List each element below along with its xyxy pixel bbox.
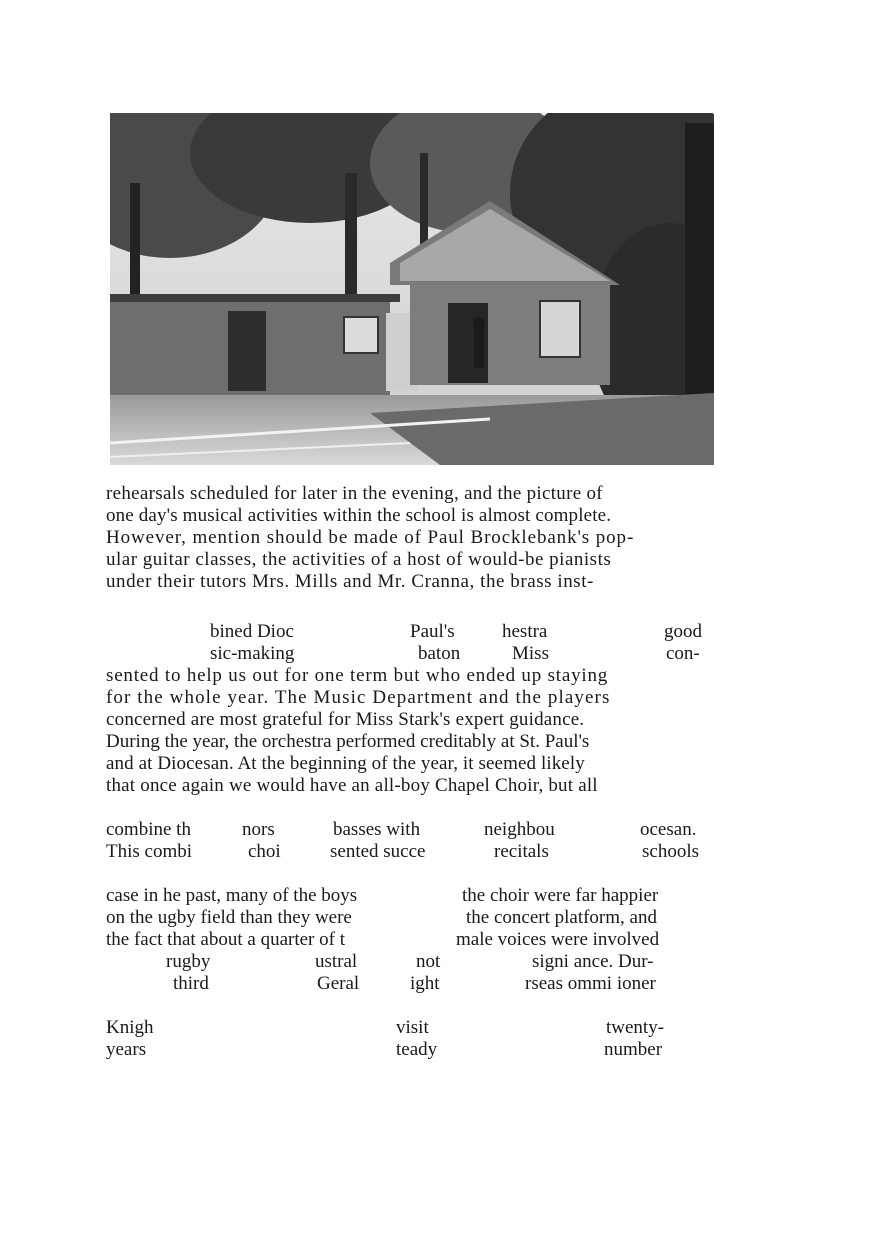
text-run: that once again we would have an all-boy Chapel Choir, but all [106, 775, 598, 796]
text-fragment: This combi [106, 841, 193, 862]
building-photograph [110, 113, 714, 465]
text-run: sented to help us out for one term but who ended up staying [106, 665, 609, 686]
text-fragment: Geral [317, 973, 360, 994]
text-fragment: ustral [315, 951, 358, 972]
text-fragment: the choir were far happier [462, 885, 659, 906]
text-fragment: ocesan. [640, 819, 697, 840]
text-fragment: male voices were involved [456, 929, 660, 950]
text-line [106, 731, 708, 753]
text-fragment: signi ance. Dur- [532, 951, 654, 972]
text-fragment: twenty- [606, 1017, 665, 1038]
text-run: During the year, the orchestra performed creditably at St. Paul's [106, 731, 590, 752]
text-run: rehearsals scheduled for later in the evening, and the picture of [106, 483, 603, 504]
text-fragment: not [416, 951, 441, 972]
text-line [106, 753, 708, 775]
text-fragment: combine th [106, 819, 191, 840]
text-fragment: choi [248, 841, 281, 862]
text-fragment: nors [242, 819, 275, 840]
text-run: for the whole year. The Music Department and the players [106, 687, 611, 708]
text-run: ular guitar classes, the activities of a host of would-be pianists [106, 549, 612, 570]
text-line [106, 527, 708, 549]
text-fragment: the fact that about a quarter of t [106, 929, 345, 950]
text-run: and at Diocesan. At the beginning of the year, it seemed likely [106, 753, 585, 774]
text-fragment: rseas ommi ioner [525, 973, 656, 994]
text-fragment: number [604, 1039, 663, 1060]
text-fragment: case in he past, many of the boys [106, 885, 358, 906]
text-run: under their tutors Mrs. Mills and Mr. Cranna, the brass inst- [106, 571, 594, 592]
text-fragment: on the ugby field than they were [106, 907, 352, 928]
text-fragment: the concert platform, and [466, 907, 657, 928]
text-fragment: sic-making [210, 643, 295, 664]
text-fragment: visit [396, 1017, 429, 1038]
text-line [106, 665, 708, 687]
text-run: concerned are most grateful for Miss Stark's expert guidance. [106, 709, 585, 730]
text-line [106, 549, 708, 571]
text-line [106, 505, 708, 527]
text-fragment: baton [418, 643, 461, 664]
text-fragment: ight [410, 973, 440, 994]
text-fragment: Knigh [106, 1017, 154, 1038]
text-fragment: good [664, 621, 702, 642]
text-fragment: third [173, 973, 209, 994]
text-fragment: years [106, 1039, 147, 1060]
text-run: However, mention should be made of Paul Brocklebank's pop- [106, 527, 635, 548]
text-fragment: basses with [333, 819, 421, 840]
text-line [106, 483, 708, 505]
text-line [106, 571, 708, 593]
text-fragment: con- [666, 643, 700, 664]
text-fragment: schools [642, 841, 699, 862]
text-fragment: bined Dioc [210, 621, 294, 642]
text-line [106, 775, 708, 797]
text-fragment: Miss [512, 643, 549, 664]
text-fragment: recitals [494, 841, 549, 862]
text-run: one day's musical activities within the school is almost complete. [106, 505, 612, 526]
text-fragment: sented succe [330, 841, 426, 862]
text-line [106, 709, 708, 731]
text-line [106, 687, 708, 709]
text-fragment: rugby [166, 951, 211, 972]
text-fragment: neighbou [484, 819, 555, 840]
text-fragment: teady [396, 1039, 438, 1060]
text-fragment: hestra [502, 621, 548, 642]
text-fragment: Paul's [410, 621, 455, 642]
